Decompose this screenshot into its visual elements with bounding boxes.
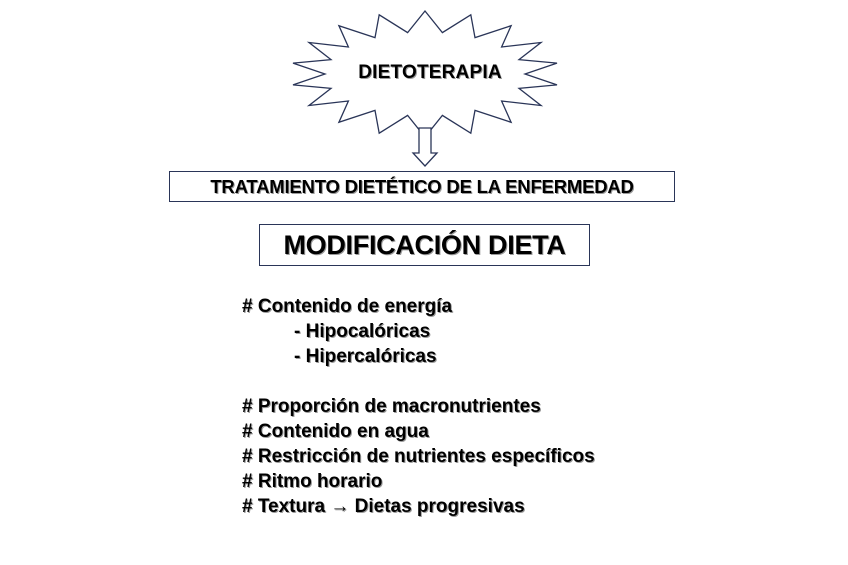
diet-modification-list <box>242 294 595 519</box>
list-item-schedule: # Ritmo horario <box>242 471 383 492</box>
list-item-texture: # Textura → Dietas progresivas <box>242 496 525 517</box>
list-item-energy: # Contenido de energía <box>242 296 453 317</box>
list-spacer <box>242 369 595 394</box>
list-subitem-hypocaloric: - Hipocalóricas <box>294 321 431 342</box>
list-item-restriction: # Restricción de nutrientes específicos <box>242 446 595 467</box>
treatment-box: TRATAMIENTO DIETÉTICO DE LA ENFERMEDAD <box>169 171 675 202</box>
starburst-title: DIETOTERAPIA <box>358 62 502 83</box>
list-item-macronutrients: # Proporción de macronutrientes <box>242 396 541 417</box>
down-arrow-icon <box>413 128 437 166</box>
list-subitem-hypercaloric: - Hipercalóricas <box>294 346 437 367</box>
list-item-water: # Contenido en agua <box>242 421 429 442</box>
modification-box: MODIFICACIÓN DIETA <box>259 224 590 266</box>
